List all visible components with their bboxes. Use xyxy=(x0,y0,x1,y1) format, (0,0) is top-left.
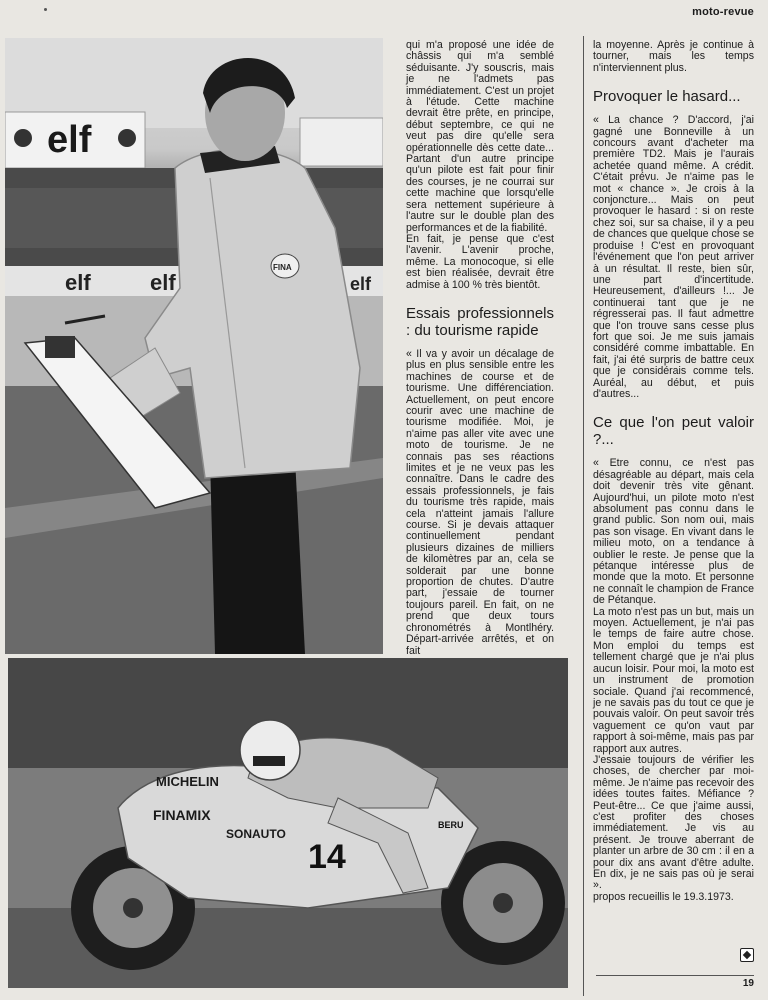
paragraph: « La chance ? D'accord, j'ai gagné une Bonneville à un concours avant d'acheter ma première TD2. Mais je l'aurais achetée quand même. A crédit. C'était prévu. Je n'aime pas le mot « chance ». Je crois à la conjoncture... Mais on peut provoquer le hasard : si on reste chez soi, sur sa chaise, il y a peu de chances que quelque chose se produise ! C'est en provoquant l'événement que l'on peut arriver à un résultat. Il reste, bien sûr, une part d'incertitude. Heureusement, d'ailleurs !... Je continuerai tant que je ne régresserai pas. Il faut admettre que l'on trouve sans cesse plus fort que soi. Je me suis jamais considéré comme imbattable. En fait, j'ai été surpris de battre ceux que je considérais comme tels. Auréal, au début, et puis d'autres... xyxy=(593,114,754,400)
fairing-finamix: FINAMIX xyxy=(153,807,211,823)
column-rule xyxy=(583,36,584,996)
text-column-2 xyxy=(593,40,754,903)
paragraph: J'essaie toujours de vérifier les choses, de chercher par moi-même. Je n'aime pas recevoir des idées toutes faites. Méfiance ? Peut-être... Ce que j'aime aussi, c'est profiter des choses immédiatement. Je vis au présent. Je trouve aberrant de planter un arbre de 30 cm : il en a pour dix ans avant d'être adulte. En dix, je ne sais pas où je serai ». xyxy=(593,753,754,892)
fairing-michelin: MICHELIN xyxy=(156,774,219,789)
interview-credit: propos recueillis le 19.3.1973. xyxy=(593,890,734,903)
subheading-hasard: Provoquer le hasard... xyxy=(593,88,741,106)
page-number: 19 xyxy=(742,978,754,989)
paragraph: qui m'a proposé une idée de châssis qui m'a semblé séduisante. J'y souscris, mais je ne l'admets pas immédiatement. C'est un projet à l'étude. Cette machine devrait être prête, en principe, début septembre, ce qui ne veut pas dire qu'elle sera opérationnelle dès cette date... Partant d'un autre principe qu'un pilote est fait pour finir des courses, je ne courrai sur cette machine que lorsqu'elle sera nettement supérieure à l'autre sur le double plan des performances et de la fiabilité. xyxy=(406,39,554,234)
fairing-sonauto: SONAUTO xyxy=(226,827,286,841)
photo-racing-motorcycle xyxy=(8,658,568,988)
end-of-article-icon xyxy=(740,948,754,962)
paragraph: « Il va y avoir un décalage de plus en plus sensible entre les machines de course et de tourisme. Une différenciation. Actuellement, on peut encore courir avec une machine de tourisme modifiée. Moi, je n'aime pas aller vite avec une moto de tourisme. Je ne connais pas ses réactions limites et je ne veux pas les connaître. Dans le cadre des essais professionnels, je fais du tourisme très rapide, mais cela n'atteint jamais l'allure course. Si je devais attaquer continuellement pendant plusieurs dizaines de milliers de kilomètres par an, cela se solderait par une bonne proportion de chutes. D'autre part, j'essaie de tourner toujours pareil. En fait, on ne prend que deux tours chronométrés à Montlhéry. Départ-arrivée arrêtés, et on fait xyxy=(406,347,554,657)
photo-rider-standing-illustration xyxy=(5,38,383,654)
svg-text:elf: elf xyxy=(150,270,176,295)
photo-rider-standing xyxy=(5,38,383,654)
svg-text:elf: elf xyxy=(350,274,372,294)
paragraph: La moto n'est pas un but, mais un moyen. Actuellement, je n'ai pas le temps de faire autre chose. Mon emploi du temps est tellement chargé que je n'ai plus aucun loisir. Pour moi, la moto est un instrument de promotion sociale. Quand j'ai recommencé, je ne savais pas du tout ce que je pouvais valoir. On peut savoir très vaguement ce qu'on vaut par rapport à soi-même, mais pas par rapport aux autres. xyxy=(593,605,754,755)
svg-text:elf: elf xyxy=(65,270,91,295)
elf-banner-text: elf xyxy=(47,119,92,161)
race-number: 14 xyxy=(308,838,346,876)
subheading-essais: Essais professionnels : du tourisme rapide xyxy=(406,304,554,339)
section-header: moto-revue xyxy=(692,6,754,18)
footer-rule xyxy=(596,975,754,976)
text-column-1 xyxy=(406,40,554,657)
photo-racing-motorcycle-illustration xyxy=(8,658,568,988)
fina-patch: FINA xyxy=(273,263,292,272)
paragraph: « Etre connu, ce n'est pas désagréable au départ, mais cela doit devenir très vite gênant. Aujourd'hui, un pilote moto n'est absolument pas connu dans le grand public. Son nom oui, mais pas son visage. En vivant dans le milieu moto, on a tendance à oublier le reste. Je pense que la pétanque intéresse plus de monde que la moto. Et personne ne connaît le champion de France de Pétanque. xyxy=(593,457,754,607)
tank-beru: BERU xyxy=(438,820,464,830)
paragraph: la moyenne. Après je continue à tourner, mais les temps n'interviennent plus. xyxy=(593,39,754,74)
page-speck xyxy=(44,8,47,11)
subheading-valoir: Ce que l'on peut valoir ?... xyxy=(593,414,754,449)
paragraph: En fait, je pense que c'est l'avenir. L'avenir proche, même. La monocoque, si elle est bien réalisée, devrait être admise à 100 % très bientôt. xyxy=(406,232,554,291)
